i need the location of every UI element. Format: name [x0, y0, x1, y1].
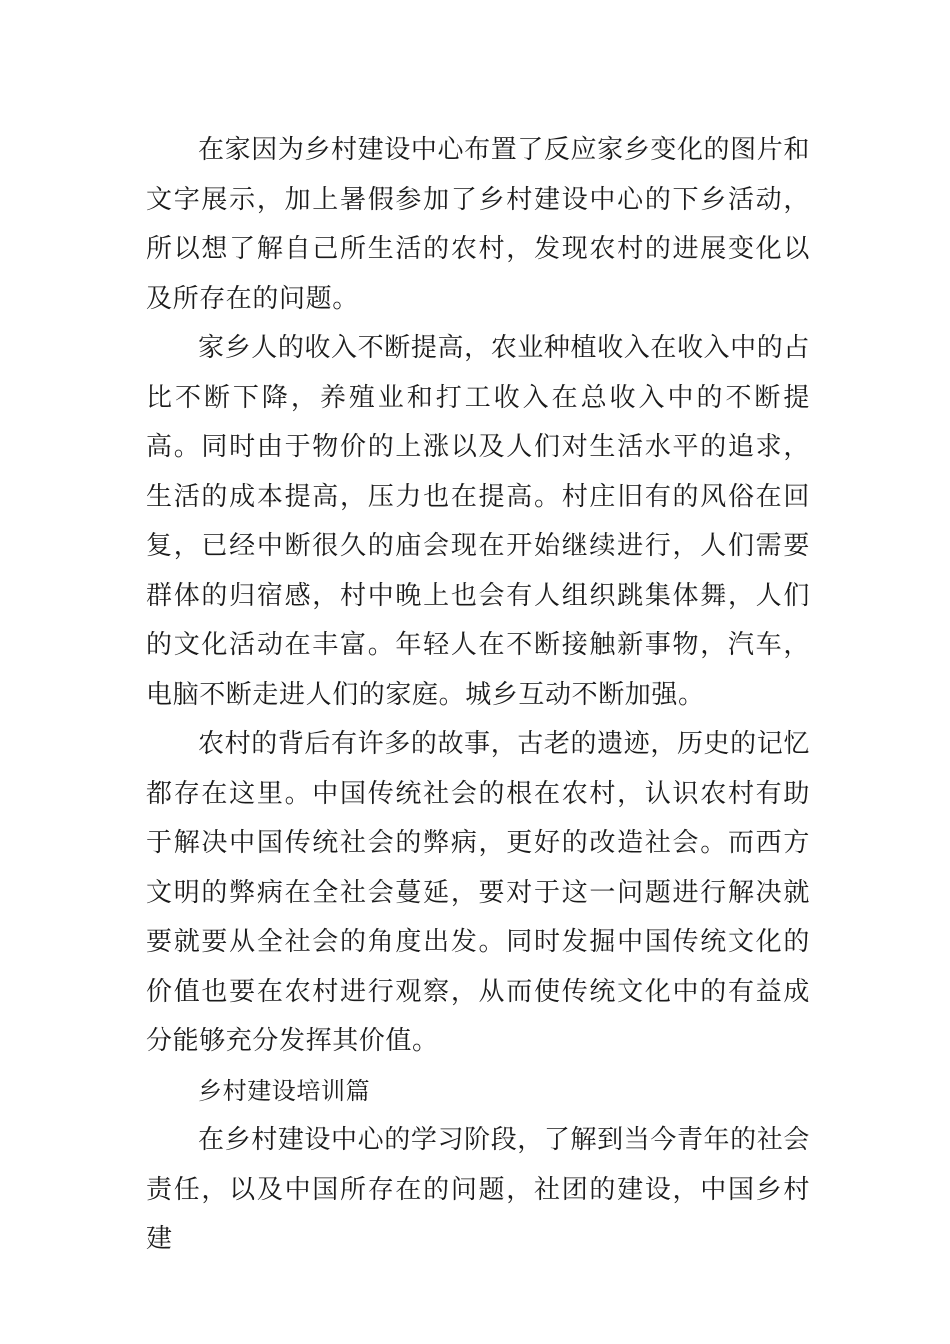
paragraph-rural-history: 农村的背后有许多的故事，古老的遗迹，历史的记忆都存在这里。中国传统社会的根在农村，认识农村有助于解决中国传统社会的弊病，更好的改造社会。而西方文明的弊病在全社会蔓延，要对于这一问题进行解决就要就要从全社会的角度出发。同时发掘中国传统文化的价值也要在农村进行观察，从而使传统文化中的有益成分能够充分发挥其价值。: [146, 729, 810, 1056]
section-heading: 乡村建设培训篇: [198, 1076, 371, 1105]
paragraph-training: 在乡村建设中心的学习阶段，了解到当今青年的社会责任，以及中国所存在的问题，社团的建设，中国乡村建: [146, 1125, 810, 1254]
paragraph-income: 家乡人的收入不断提高，农业种植收入在收入中的占比不断下降，养殖业和打工收入在总收入中的不断提高。同时由于物价的上涨以及人们对生活水平的追求，生活的成本提高，压力也在提高。村庄旧有的风俗在回复，已经中断很久的庙会现在开始继续进行，人们需要群体的归宿感，村中晚上也会有人组织跳集体舞，人们的文化活动在丰富。年轻人在不断接触新事物，汽车，电脑不断走进人们的家庭。城乡互动不断加强。: [146, 333, 810, 710]
document-body: [146, 126, 810, 1265]
paragraph-intro: 在家因为乡村建设中心布置了反应家乡变化的图片和文字展示，加上暑假参加了乡村建设中心的下乡活动，所以想了解自己所生活的农村，发现农村的进展变化以及所存在的问题。: [146, 135, 810, 314]
